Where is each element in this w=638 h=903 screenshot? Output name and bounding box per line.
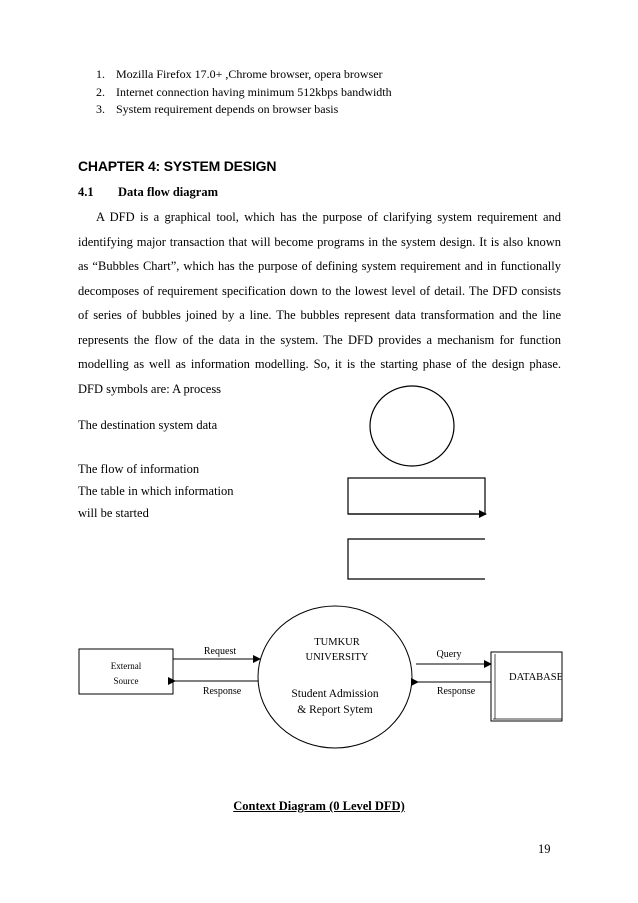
list-number: 2. [96, 84, 105, 99]
request-label: Request [203, 646, 237, 657]
destination-label: The destination system data [78, 418, 218, 432]
list-number: 3. [96, 102, 105, 116]
section-number: 4.1 [78, 185, 94, 199]
database-label: DATABASE [509, 672, 563, 683]
body-paragraph: A DFD is a graphical tool, which has the purpose of clarifying system requirement and identifying major transaction that will become programs in the system design. It is also known as “Bubbles Chart”, which has the purpose of defining system requirement and in functionally decomposes of requirement specification down to the lowest level of detail. The DFD consists of series of bubbles joined by a line. The bubbles represent data transformation and the line represents the flow of the data in the system. The DFD provides a mechanism for function modelling as well as information modelling. So, it is the starting phase of the design phase. DFD symbols are: A process [78, 210, 561, 396]
process-label-1: TUMKUR [314, 637, 360, 648]
page-number: 19 [538, 842, 551, 856]
external-source-label-1: External [110, 661, 142, 671]
flow-label: The flow of information [78, 462, 200, 476]
external-source-label-2: Source [113, 676, 139, 686]
chapter-heading: CHAPTER 4: SYSTEM DESIGN [78, 158, 277, 174]
diagram-caption: Context Diagram (0 Level DFD) [233, 799, 405, 813]
list-text: Internet connection having minimum 512kbps bandwidth [116, 84, 392, 99]
external-source-box [79, 649, 173, 694]
process-label-4: & Report Sytem [297, 704, 373, 716]
process-label-2: UNIVERSITY [305, 652, 369, 663]
process-label-3: Student Admission [291, 688, 379, 700]
list-number: 1. [96, 67, 105, 81]
section-title: Data flow diagram [118, 185, 218, 199]
list-text: System requirement depends on browser basis [116, 102, 339, 116]
table-label-line2: will be started [78, 506, 149, 520]
query-label: Query [436, 649, 462, 660]
database-box [491, 652, 562, 721]
central-process-circle [258, 606, 412, 748]
list-text: Mozilla Firefox 17.0+ ,Chrome browser, opera browser [116, 67, 383, 81]
table-label-line1: The table in which information [78, 484, 234, 498]
response-label-left: Response [202, 686, 242, 697]
response-label-right: Response [436, 686, 476, 697]
